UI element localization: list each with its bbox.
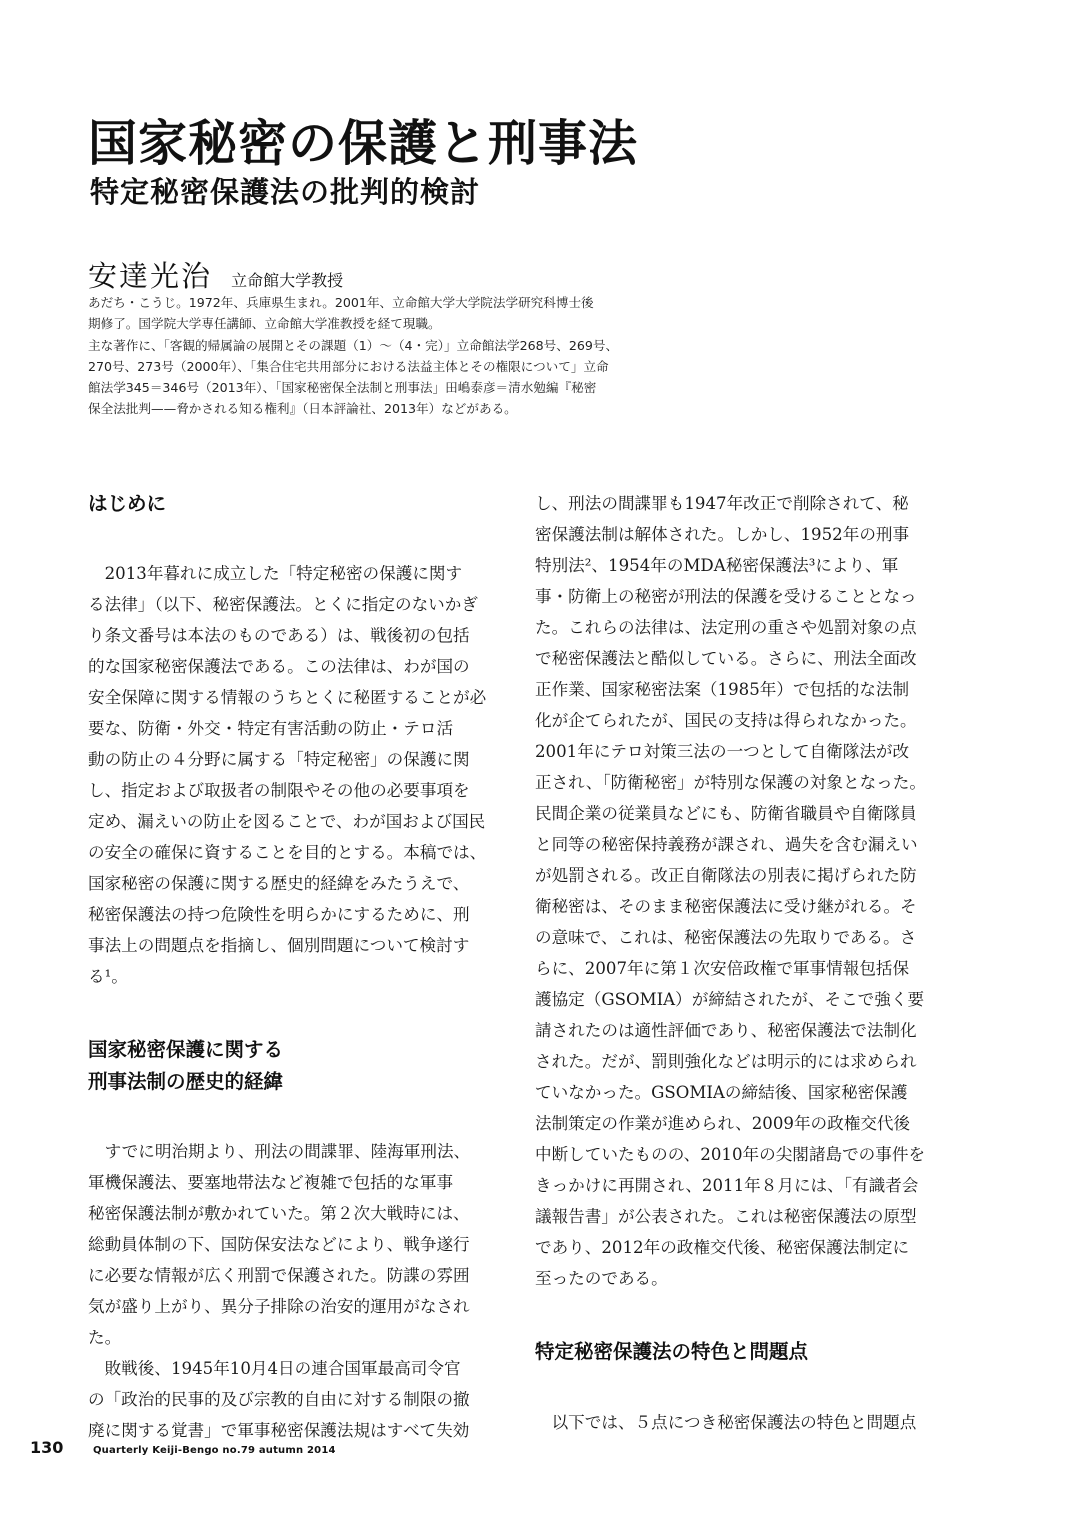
intro-paragraph [88,558,508,992]
text-line: であり、2012年の政権交代後、秘密保護法制定に [535,1238,910,1257]
section-heading-history [88,1034,508,1098]
text-line: 総動員体制の下、国防保安法などにより、戦争遂行 [88,1235,470,1254]
text-line: きっかけに再開され、2011年８月には、「有識者会 [535,1176,919,1195]
text-line: 安全保障に関する情報のうちとくに秘匿することが必 [88,688,487,707]
article-title: 国家秘密の保護と刑事法 [88,115,639,172]
text-line: 特別法²、1954年のMDA秘密保護法³により、軍 [535,556,899,575]
section-heading-features: 特定秘密保護法の特色と問題点 [535,1340,809,1363]
author-name: 安達光治 [88,259,213,293]
section-heading-introduction: はじめに [88,492,167,515]
text-line: る¹。 [88,967,128,986]
text-line: 以下では、５点につき秘密保護法の特色と問題点 [535,1413,917,1432]
text-line: 軍機保護法、要塞地帯法など複雑で包括的な軍事 [88,1173,454,1192]
text-line: た。 [88,1328,122,1347]
text-line: ていなかった。GSOMIAの締結後、国家秘密保護 [535,1083,908,1102]
text-line: 秘密保護法制が敷かれていた。第２次大戦時には、 [88,1204,470,1223]
text-line: 請されたのは適性評価であり、秘密保護法で法制化 [535,1021,917,1040]
text-line: 2001年にテロ対策三法の一つとして自衛隊法が改 [535,742,910,761]
text-line: た。これらの法律は、法定刑の重さや処罰対象の点 [535,618,917,637]
bio-line: あだち・こうじ。1972年、兵庫県生まれ。2001年、立命館大学大学院法学研究科博士後 [88,295,594,310]
text-line: る法律」（以下、秘密保護法。とくに指定のないかぎ [88,595,478,614]
text-line: 法制策定の作業が進められ、2009年の政権交代後 [535,1114,911,1133]
text-line: 刑事法制の歴史的経緯 [88,1070,284,1093]
text-line: 国家秘密の保護に関する歴史的経緯をみたうえで、 [88,874,470,893]
page-number: 130 [30,1438,64,1457]
features-paragraph [535,1407,955,1438]
text-line: 至ったのである。 [535,1269,668,1288]
journal-name: Quarterly Keiji-Bengo no.79 autumn 2014 [92,1445,336,1456]
text-line: し、指定および取扱者の制限やその他の必要事項を [88,781,470,800]
text-line: 要な、防衛・外交・特定有害活動の防止・テロ活 [88,719,454,738]
text-line: 護協定（GSOMIA）が締結されたが、そこで強く要 [535,990,925,1009]
bio-line: 主な著作に、「客観的帰属論の展開とその課題（1）〜（4・完）」立命館法学268号、269号、 [88,337,619,353]
left-column [88,488,508,1446]
text-line: 2013年暮れに成立した「特定秘密の保護に関す [88,564,463,583]
right-column [535,488,955,1438]
text-line: 議報告書」が公表された。これは秘密保護法の原型 [535,1207,917,1226]
text-line: 動の防止の４分野に属する「特定秘密」の保護に関 [88,750,470,769]
text-line: すでに明治期より、刑法の間諜罪、陸海軍刑法、 [88,1142,471,1161]
text-line: らに、2007年に第１次安倍政権で軍事情報包括保 [535,959,910,978]
text-line: 正され、「防衛秘密」が特別な保護の対象となった。 [535,773,926,792]
bio-line: 期修了。国学院大学専任講師、立命館大学准教授を経て現職。 [88,316,441,332]
text-line: 気が盛り上がり、異分子排除の治安的運用がなされ [88,1297,470,1316]
text-line: の「政治的民事的及び宗教的自由に対する制限の撤 [88,1390,470,1409]
text-line: 秘密保護法の持つ危険性を明らかにするために、刑 [88,905,470,924]
text-line: の意味で、これは、秘密保護法の先取りである。さ [535,928,917,947]
bio-line: 270号、273号（2000年）、「集合住宅共用部分における法益主体とその権限について」立命 [88,358,609,374]
text-line: り条文番号は本法のものである）は、戦後初の包括 [88,626,470,645]
text-line: に必要な情報が広く刑罰で保護された。防諜の雰囲 [88,1266,470,1285]
bio-line: 保全法批判——脅かされる知る権利』（日本評論社、2013年）などがある。 [88,401,517,417]
article-subtitle: 特定秘密保護法の批判的検討 [90,175,481,209]
text-line: が処罰される。改正自衛隊法の別表に掲げられた防 [535,866,917,885]
text-line: 正作業、国家秘密法案（1985年）で包括的な法制 [535,680,910,699]
text-line: された。だが、罰則強化などは明示的には求められ [535,1052,917,1071]
text-line: 密保護法制は解体された。しかし、1952年の刑事 [535,525,910,544]
author-line [88,254,343,295]
text-line: し、刑法の間諜罪も1947年改正で削除されて、秘 [535,494,909,513]
text-line: 民間企業の従業員などにも、防衛省職員や自衛隊員 [535,804,917,823]
author-bio [88,292,668,420]
text-line: 廃に関する覚書」で軍事秘密保護法規はすべて失効 [88,1421,470,1440]
text-line: と同等の秘密保持義務が課され、過失を含む漏えい [535,835,918,854]
author-affiliation: 立命館大学教授 [231,271,344,290]
text-line: 中断していたものの、2010年の尖閣諸島での事件を [535,1145,926,1164]
text-line: 衛秘密は、そのまま秘密保護法に受け継がれる。そ [535,897,917,916]
text-line: 国家秘密保護に関する [88,1038,284,1061]
text-line: 敗戦後、1945年10月4日の連合国軍最高司令官 [88,1359,461,1378]
text-line: 定め、漏えいの防止を図ることで、わが国および国民 [88,812,486,831]
bio-line: 館法学345＝346号（2013年）、「国家秘密保全法制と刑事法」田嶋泰彦＝清水勉編『秘密 [88,380,597,396]
text-line: 的な国家秘密保護法である。この法律は、わが国の [88,657,470,676]
text-line: の安全の確保に資することを目的とする。本稿では、 [88,843,487,862]
history-paragraph [88,1136,508,1446]
text-line: で秘密保護法と酷似している。さらに、刑法全面改 [535,649,917,668]
text-line: 事法上の問題点を指摘し、個別問題について検討す [88,936,470,955]
text-line: 事・防衛上の秘密が刑法的保護を受けることとなっ [535,587,917,606]
text-line: 化が企てられたが、国民の支持は得られなかった。 [535,711,917,730]
history-paragraph-continued [535,488,955,1294]
page-footer [30,1438,336,1457]
